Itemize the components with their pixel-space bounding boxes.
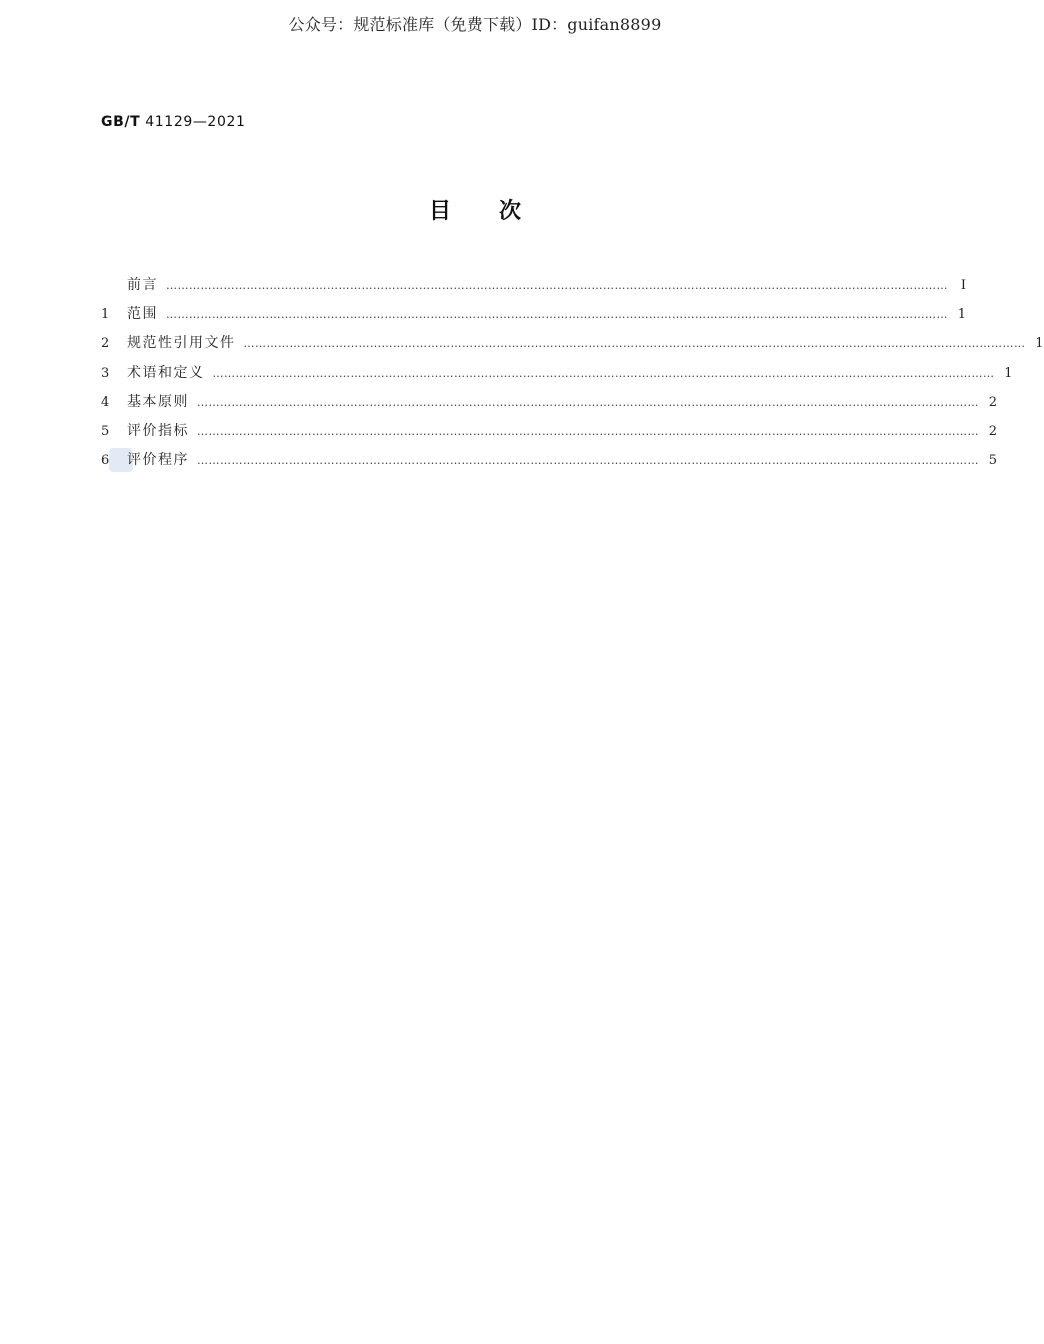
toc-entry-label: 基本原则 — [127, 393, 189, 410]
toc-entry-label: 范围 — [127, 306, 158, 323]
toc-entry-evaluation-indicators[interactable] — [101, 420, 997, 449]
toc-entry-terms-definitions[interactable] — [101, 362, 1013, 391]
toc-entry-label: 评价程序 — [127, 452, 189, 469]
toc-entry-evaluation-procedure[interactable] — [101, 449, 997, 478]
toc-dot-leader: …………………………………………………………………………………………………………………………………………………………………………………… — [197, 395, 979, 409]
toc-entry-label: 评价指标 — [127, 422, 189, 439]
table-of-contents — [101, 274, 1044, 478]
toc-entry-page: 1 — [1035, 336, 1044, 352]
standard-code: 41129—2021 — [145, 114, 246, 130]
toc-entry-label: 术语和定义 — [127, 364, 205, 381]
toc-entry-page: 5 — [988, 453, 997, 469]
standard-number — [101, 114, 245, 130]
toc-entry-page: 2 — [988, 394, 997, 410]
toc-entry-number: 3 — [101, 365, 110, 381]
toc-dot-leader: …………………………………………………………………………………………………………………………………………………………………………………… — [166, 279, 948, 292]
toc-entry-foreword[interactable] — [101, 274, 966, 303]
toc-entry-basic-principles[interactable] — [101, 391, 997, 420]
toc-entry-scope[interactable] — [101, 303, 966, 332]
standard-prefix: GB/T — [101, 114, 141, 130]
toc-dot-leader: …………………………………………………………………………………………………………………………………………………………………………………… — [243, 337, 1026, 351]
toc-entry-page: 1 — [957, 307, 966, 323]
toc-entry-number: 6 — [101, 453, 110, 469]
toc-entry-page: 2 — [988, 423, 997, 439]
toc-dot-leader: …………………………………………………………………………………………………………………………………………………………………………………… — [197, 424, 979, 438]
watermark-header: 公众号：规范标准库（免费下载）ID：guifan8899 — [288, 15, 662, 34]
toc-entry-number: 2 — [101, 336, 110, 352]
toc-entry-number: 1 — [101, 307, 110, 323]
toc-entry-label: 规范性引用文件 — [127, 335, 236, 352]
toc-entry-label: 前言 — [127, 277, 158, 293]
toc-title: 目次 — [428, 199, 569, 224]
toc-dot-leader: …………………………………………………………………………………………………………………………………………………………………………………… — [212, 366, 995, 380]
toc-dot-leader: …………………………………………………………………………………………………………………………………………………………………………………… — [166, 308, 948, 322]
toc-entry-number: 5 — [101, 423, 110, 439]
toc-entry-normative-references[interactable] — [101, 332, 1044, 361]
toc-entry-page: 1 — [1004, 365, 1013, 381]
toc-entry-number: 4 — [101, 394, 110, 410]
toc-entry-page: Ⅰ — [960, 278, 966, 293]
toc-dot-leader: …………………………………………………………………………………………………………………………………………………………………………………… — [197, 454, 979, 468]
